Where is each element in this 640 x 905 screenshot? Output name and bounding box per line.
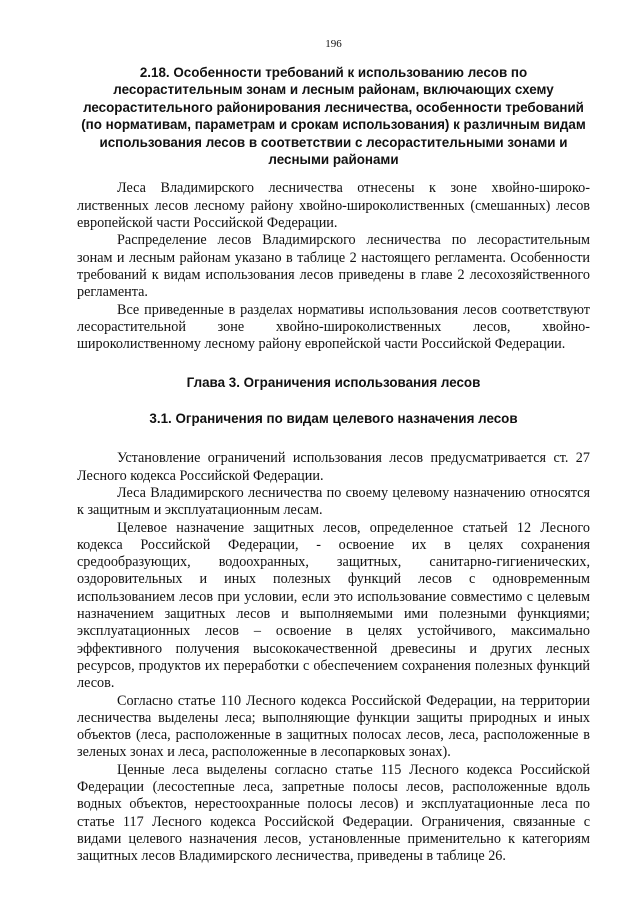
- paragraph: Распределение лесов Владимирского лесничества по лесорастительным зонам и лесным районам указано в таблице 2 настоящего регламента. Особенности требований к видам использования лесов приведены в главе 2 лесохозяйственного регламента.: [77, 232, 590, 301]
- paragraph: Целевое назначение защитных лесов, определенное статьей 12 Лесного кодекса Российской Федерации, - освоение их в целях сохранения средообразующих, водоохранных, защитных, санитарно-гигиенических, оздоровительных и иных полезных функций лесов с одновременным использованием лесов при условии, если это использование совместимо с целевым назначением защитных лесов и выполняемыми ими полезными функциями; эксплуатационных лесов – освоение в целях устойчивого, максимально эффективного получения высококачественной древесины и других лесных ресурсов, продуктов их переработки с обеспечением сохранения полезных функций лесов.: [77, 519, 590, 692]
- section-body: [77, 180, 590, 353]
- subsection-title: 3.1. Ограничения по видам целевого назначения лесов: [149, 411, 518, 427]
- section-title: 2.18. Особенности требований к использованию лесов по лесорастительным зонам и лесным районам, включающих схему лесорастительного районирования лесничества, особенности требований (по нормативам, параметрам и срокам использования) к различным видам использования лесов в соответствии с лесорастительными зонами и лесными районами: [81, 65, 586, 168]
- paragraph: Леса Владимирского лесничества отнесены к зоне хвойно-широко-лиственных лесов лесному району хвойно-широколиственных (смешанных) лесов европейской части Российской Федерации.: [77, 180, 590, 232]
- paragraph: Установление ограничений использования лесов предусматривается ст. 27 Лесного кодекса Российской Федерации.: [77, 450, 590, 484]
- page-number: 196: [325, 38, 342, 50]
- paragraph: Все приведенные в разделах нормативы использования лесов соответствуют лесорастительной зоне хвойно-широколиственных лесов, хвойно-широколиственному лесному району европейской части Российской Федерации.: [77, 301, 590, 353]
- paragraph: Леса Владимирского лесничества по своему целевому назначению относятся к защитным и эксплуатационным лесам.: [77, 485, 590, 519]
- paragraph: Согласно статье 110 Лесного кодекса Российской Федерации, на территории лесничества выделены леса; выполняющие функции защиты природных и иных объектов (леса, расположенные в защитных полосах лесов, леса, расположенные в зеленых зонах и леса, расположенные в лесопарковых зонах).: [77, 692, 590, 761]
- paragraph: Ценные леса выделены согласно статье 115 Лесного кодекса Российской Федерации (лесостепные леса, запретные полосы лесов, расположенные вдоль водных объектов, нерестоохранные полосы лесов) и эксплуатационные леса по статье 117 Лесного кодекса Российской Федерации. Ограничения, связанные с видами целевого назначения лесов, установленные применительно к категориям защитных лесов Владимирского лесничества, приведены в таблице 26.: [77, 761, 590, 865]
- subsection-body: [77, 450, 590, 865]
- chapter-title: Глава 3. Ограничения использования лесов: [186, 375, 481, 391]
